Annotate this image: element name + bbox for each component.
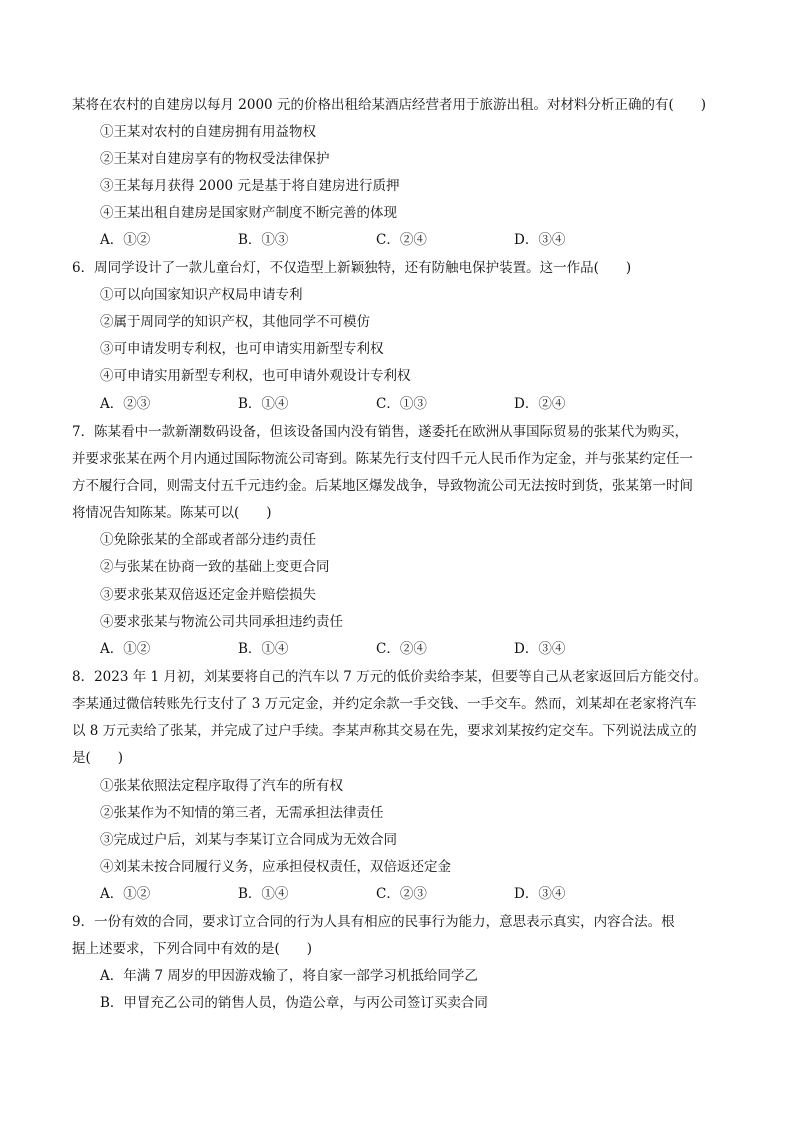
q7-option-b: B．①④ [238, 641, 289, 657]
q5-option-a: A．①② [100, 232, 151, 248]
q7-option-d: D．③④ [514, 641, 566, 657]
q6-stem: 6．周同学设计了一款儿童台灯，不仅造型上新颖独特，还有防触电保护装置。这一作品( ) [72, 260, 632, 276]
q7-item-4: ④要求张某与物流公司共同承担违约责任 [100, 614, 343, 630]
q8-options [100, 884, 652, 904]
q7-item-2: ②与张某在协商一致的基础上变更合同 [100, 559, 330, 575]
q8-stem-line-2: 李某通过微信转账先行支付了 3 万元定金，并约定余款一手交钱、一手交车。然而，刘某却在老家将汽车 [72, 696, 697, 712]
q7-options [100, 639, 652, 659]
q7-option-a: A．①② [100, 641, 151, 657]
q6-item-2: ②属于周同学的知识产权，其他同学不可模仿 [100, 314, 370, 330]
q6-option-b: B．①④ [238, 396, 289, 412]
q8-stem-line-3: 以 8 万元卖给了张某，并完成了过户手续。李某声称其交易在先，要求刘某按约定交车。下列说法成立的 [72, 723, 697, 739]
q6-item-3: ③可申请发明专利权，也可申请实用新型专利权 [100, 341, 384, 357]
q5-options [100, 230, 652, 250]
q7-stem-line-2: 并要求张某在两个月内通过国际物流公司寄到。陈某先行支付四千元人民币作为定金，并与张某约定任一 [72, 451, 693, 467]
q7-item-3: ③要求张某双倍返还定金并赔偿损失 [100, 587, 316, 603]
q8-item-4: ④刘某未按合同履行义务，应承担侵权责任，双倍返还定金 [100, 859, 451, 875]
q7-stem-line-4: 将情况告知陈某。陈某可以( ) [72, 505, 272, 521]
q8-option-c: C．②③ [376, 886, 427, 902]
q8-option-a: A．①② [100, 886, 151, 902]
q7-stem-line-3: 方不履行合同，则需支付五千元违约金。后某地区爆发战争，导致物流公司无法按时到货，张某第一时间 [72, 478, 693, 494]
q8-stem-line-4: 是( ) [72, 750, 124, 766]
q6-option-c: C．①③ [376, 396, 427, 412]
q8-item-2: ②张某作为不知情的第三者，无需承担法律责任 [100, 805, 384, 821]
q9-stem-line-1: 9．一份有效的合同，要求订立合同的行为人具有相应的民事行为能力，意思表示真实，内容合法。根 [72, 914, 675, 930]
q5-item-3: ③王某每月获得 2000 元是基于将自建房进行质押 [100, 178, 400, 194]
q9-stem-line-2: 据上述要求，下列合同中有效的是( ) [72, 941, 313, 957]
q5-item-2: ②王某对自建房享有的物权受法律保护 [100, 151, 330, 167]
q6-item-4: ④可申请实用新型专利权，也可申请外观设计专利权 [100, 368, 411, 384]
q6-option-d: D．②④ [514, 396, 566, 412]
q8-item-1: ①张某依照法定程序取得了汽车的所有权 [100, 778, 343, 794]
q8-option-b: B．①④ [238, 886, 289, 902]
q7-stem-line-1: 7．陈某看中一款新潮数码设备，但该设备国内没有销售，遂委托在欧洲从事国际贸易的张某代为购买， [72, 424, 689, 440]
q6-option-a: A．②③ [100, 396, 151, 412]
q5-option-c: C．②④ [376, 232, 427, 248]
q7-option-c: C．②④ [376, 641, 427, 657]
q6-item-1: ①可以向国家知识产权局申请专利 [100, 287, 303, 303]
q7-item-1: ①免除张某的全部或者部分违约责任 [100, 532, 316, 548]
q8-item-3: ③完成过户后，刘某与李某订立合同成为无效合同 [100, 832, 397, 848]
q8-stem-line-1: 8．2023 年 1 月初，刘某要将自己的汽车以 7 万元的低价卖给李某，但要等自己从老家返回后方能交付。 [72, 669, 708, 685]
q8-option-d: D．③④ [514, 886, 566, 902]
q5-stem: 某将在农村的自建房以每月 2000 元的价格出租给某酒店经营者用于旅游出租。对材料分析正确的有( ) [72, 97, 706, 113]
q9-option-b: B．甲冒充乙公司的销售人员，伪造公章，与丙公司签订买卖合同 [100, 995, 488, 1011]
q6-options [100, 394, 652, 414]
q5-option-d: D．③④ [514, 232, 566, 248]
q9-option-a: A．年满 7 周岁的甲因游戏输了，将自家一部学习机抵给同学乙 [100, 968, 478, 984]
q5-item-1: ①王某对农村的自建房拥有用益物权 [100, 124, 316, 140]
q5-option-b: B．①③ [238, 232, 289, 248]
q5-item-4: ④王某出租自建房是国家财产制度不断完善的体现 [100, 205, 397, 221]
